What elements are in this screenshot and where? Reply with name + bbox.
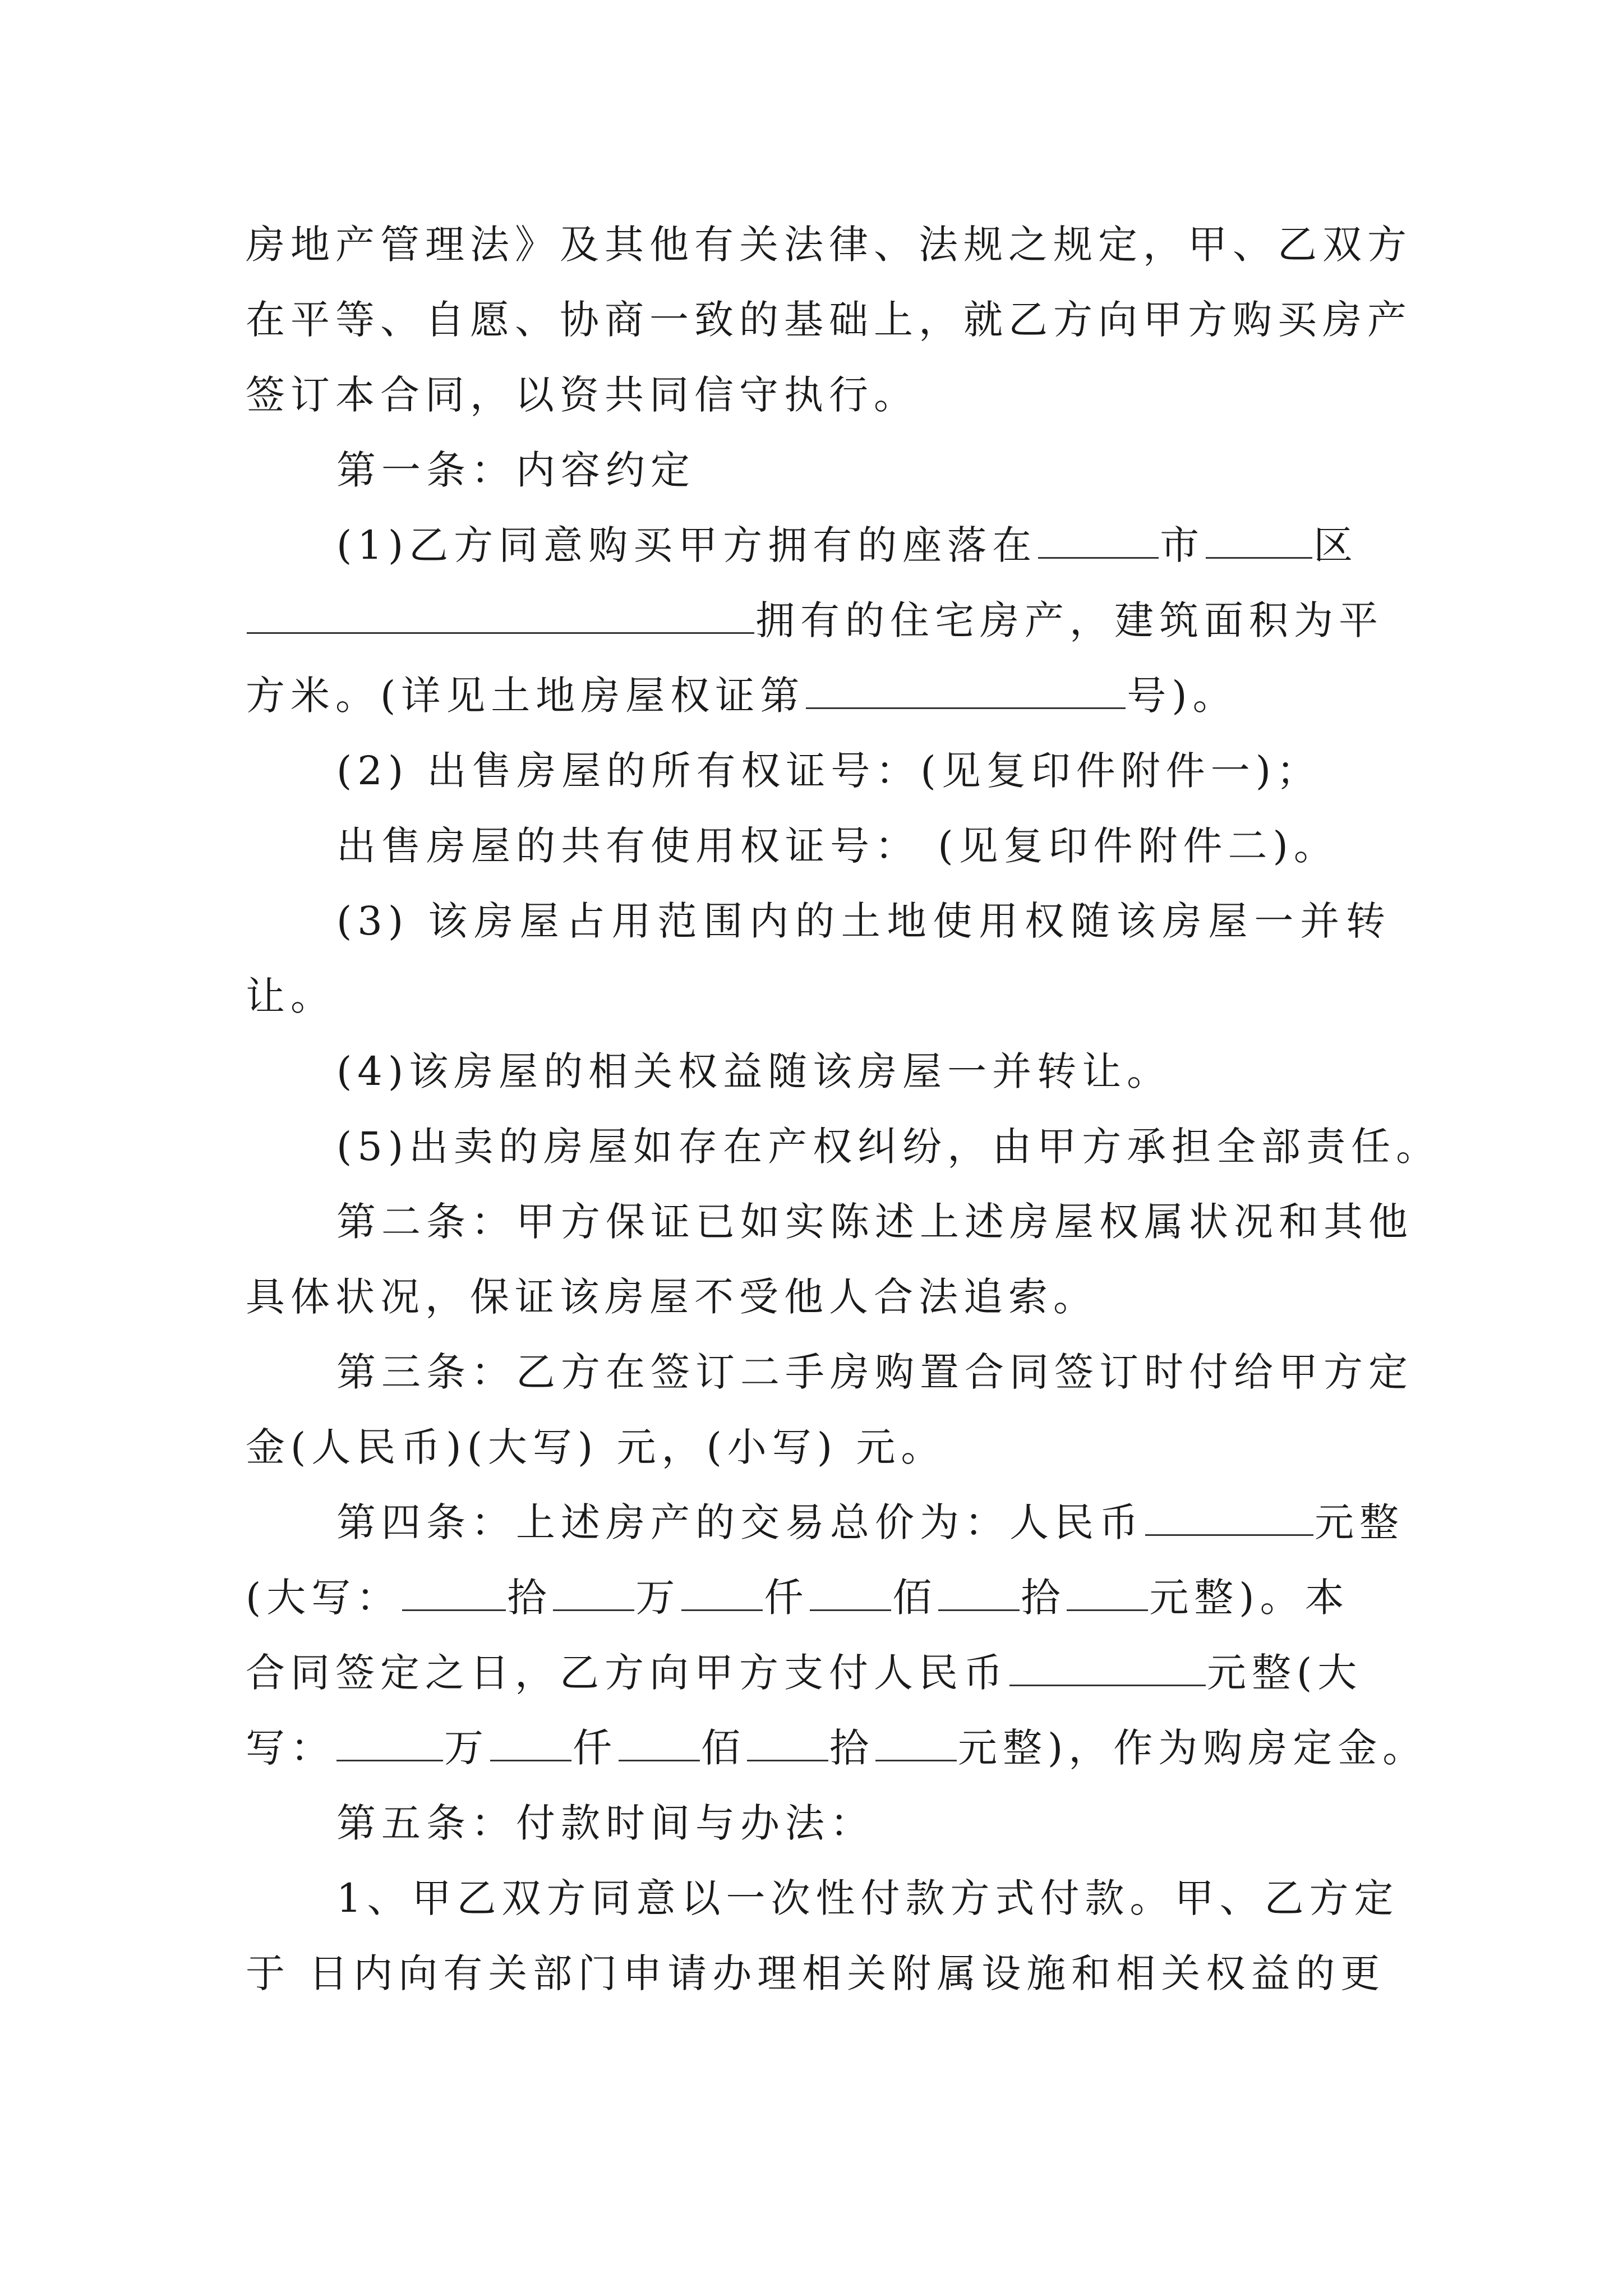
article-line <box>246 1717 1428 1779</box>
fill-in-blank-deposit[interactable] <box>1009 1650 1206 1686</box>
text-segment: 1、甲乙双方同意以一次性付款方式付款。甲、乙方定 <box>336 1875 1399 1921</box>
fill-in-blank-city[interactable] <box>1038 522 1159 559</box>
text-segment: 万 <box>444 1725 489 1771</box>
text-segment: 号)。 <box>1127 673 1238 719</box>
text-segment: (大写： <box>246 1575 402 1621</box>
fill-in-blank-amount[interactable] <box>619 1725 700 1761</box>
text-segment: (4)该房屋的相关权益随该房屋一并转让。 <box>336 1048 1172 1094</box>
fill-in-blank-district[interactable] <box>1206 522 1312 559</box>
text-segment: 佰 <box>701 1725 746 1771</box>
fill-in-blank-amount[interactable] <box>336 1725 443 1761</box>
clause-line <box>336 815 1391 877</box>
fill-in-blank-address[interactable] <box>247 597 754 634</box>
fill-in-blank-amount[interactable] <box>747 1725 828 1761</box>
fill-in-blank-amount[interactable] <box>402 1575 506 1611</box>
text-segment: 具体状况，保证该房屋不受他人合法追索。 <box>246 1274 1098 1320</box>
clause-line <box>246 664 1391 727</box>
clause-line <box>336 514 1391 577</box>
fill-in-blank-amount[interactable] <box>810 1575 891 1611</box>
article-line <box>336 1190 1413 1253</box>
text-segment: 仟 <box>764 1575 809 1621</box>
text-segment: 拾 <box>1021 1575 1066 1621</box>
text-segment: 第五条：付款时间与办法： <box>336 1800 875 1846</box>
text-segment: 方米。(详见土地房屋权证第 <box>246 673 805 719</box>
body-text-line <box>246 288 1412 351</box>
clause-line <box>246 965 1391 1028</box>
article-heading <box>336 1792 1391 1855</box>
text-segment: 签订本合同，以资共同信守执行。 <box>246 372 919 418</box>
article-line <box>246 1416 1391 1479</box>
text-segment: 让。 <box>246 973 335 1019</box>
article-line <box>336 1867 1399 1930</box>
text-segment: 元整)，作为购房定金。 <box>958 1725 1428 1771</box>
text-segment: 佰 <box>892 1575 938 1621</box>
fill-in-blank-amount[interactable] <box>1067 1575 1148 1611</box>
text-segment: 拾 <box>829 1725 874 1771</box>
article-line <box>336 1491 1404 1554</box>
text-segment: 市 <box>1160 522 1205 568</box>
text-segment: (1)乙方同意购买甲方拥有的座落在 <box>336 522 1038 568</box>
body-text-line <box>246 364 1391 426</box>
text-segment: 房地产管理法》及其他有关法律、法规之规定，甲、乙双方 <box>246 222 1412 268</box>
article-line <box>246 1566 1391 1629</box>
text-segment: 元整 <box>1315 1499 1404 1545</box>
fill-in-blank-total-price[interactable] <box>1145 1499 1313 1536</box>
text-segment: 于 日内向有关部门申请办理相关附属设施和相关权益的更 <box>246 1950 1386 1996</box>
clause-line <box>336 890 1391 953</box>
text-segment: 在平等、自愿、协商一致的基础上，就乙方向甲方购买房产 <box>246 297 1412 343</box>
text-segment: 出售房屋的共有使用权证号： (见复印件附件二)。 <box>336 823 1339 869</box>
text-segment: 第三条：乙方在签订二手房购置合同签订时付给甲方定 <box>336 1349 1413 1395</box>
clause-line <box>336 1115 1441 1178</box>
article-line <box>246 1266 1391 1328</box>
text-segment: 仟 <box>573 1725 617 1771</box>
text-segment: 拥有的住宅房产，建筑面积为平 <box>755 597 1384 643</box>
text-segment: 第二条：甲方保证已如实陈述上述房屋权属状况和其他 <box>336 1199 1413 1245</box>
clause-line <box>336 1040 1391 1103</box>
text-segment: 元整(大 <box>1207 1650 1363 1696</box>
fill-in-blank-amount[interactable] <box>938 1575 1020 1611</box>
text-segment: 金(人民币)(大写) 元，(小写) 元。 <box>246 1424 946 1470</box>
text-segment: 第一条：内容约定 <box>336 447 695 493</box>
article-line <box>246 1942 1391 2005</box>
text-segment: (2) 出售房屋的所有权证号：(见复印件附件一)； <box>336 748 1322 794</box>
article-line <box>246 1641 1391 1704</box>
clause-line <box>336 739 1391 802</box>
text-segment: 写： <box>246 1725 335 1771</box>
text-segment: (5)出卖的房屋如存在产权纠纷，由甲方承担全部责任。 <box>336 1124 1441 1170</box>
fill-in-blank-amount[interactable] <box>553 1575 634 1611</box>
fill-in-blank-amount[interactable] <box>875 1725 957 1761</box>
clause-line <box>246 589 1391 652</box>
body-text-line <box>246 213 1412 276</box>
fill-in-blank-amount[interactable] <box>490 1725 571 1761</box>
fill-in-blank-amount[interactable] <box>681 1575 763 1611</box>
text-segment: 元整)。本 <box>1149 1575 1350 1621</box>
text-segment: 万 <box>635 1575 681 1621</box>
text-segment: 合同签定之日，乙方向甲方支付人民币 <box>246 1650 1008 1696</box>
text-segment: 拾 <box>507 1575 552 1621</box>
article-heading <box>336 439 1391 501</box>
text-segment: 第四条：上述房产的交易总价为：人民币 <box>336 1499 1144 1545</box>
text-segment: (3) 该房屋占用范围内的土地使用权随该房屋一并转 <box>336 898 1391 944</box>
article-line <box>336 1341 1413 1404</box>
fill-in-blank-certificate-number[interactable] <box>806 673 1126 709</box>
text-segment: 区 <box>1313 522 1359 568</box>
